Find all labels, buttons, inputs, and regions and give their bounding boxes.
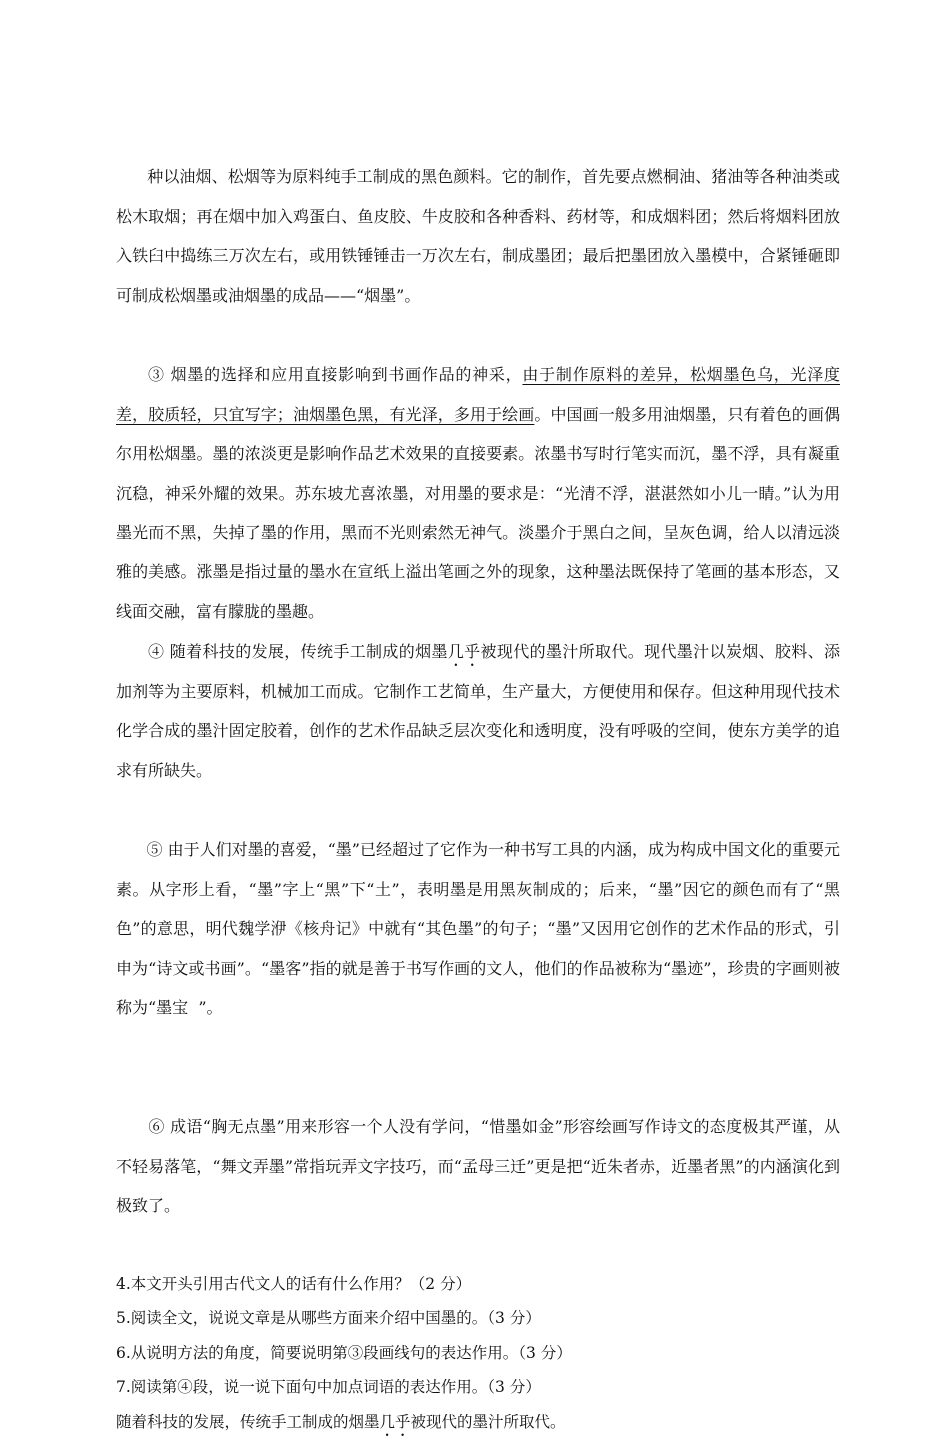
- paragraph-continued: [116, 118, 840, 354]
- question-5: 5.阅读全文，说说文章是从哪些方面来介绍中国墨的。（3 分）: [116, 1309, 541, 1328]
- paragraph-4: [116, 632, 840, 790]
- dotted-word: 几乎: [447, 642, 481, 662]
- paragraph-4-suffix: 被现代的墨汁所取代。现代墨汁以炭烟、胶料、添加剂等为主要原料，机械加工而成。它制作工艺简单，生产量大，方便使用和保存。但这种用现代技术化学合成的墨汁固定胶着，创作的艺术作品缺乏层次变化和透明度，没有呼吸的空间，使东方美学的追求有所缺失。: [116, 642, 840, 780]
- paragraph-6: [116, 1068, 840, 1265]
- question-4: 4.本文开头引用古代文人的话有什么作用？（2 分）: [116, 1274, 472, 1293]
- quote-prefix: 随着科技的发展，传统手工制成的烟墨: [116, 1412, 380, 1431]
- quote-dotted-word: 几乎: [379, 1412, 411, 1431]
- quote-suffix: 被现代的墨汁所取代。: [410, 1412, 566, 1431]
- question-list: [116, 1267, 840, 1440]
- underlined-sentence: 由于制作原料的差异，松烟墨色乌，光泽度差，胶质轻，只宜写字；油烟墨色黑，有光泽，多用于绘画: [116, 365, 840, 424]
- paragraph-text: 种以油烟、松烟等为原料纯手工制成的黑色颜料。它的制作，首先要点燃桐油、猪油等各种油类或松木取烟；再在烟中加入鸡蛋白、鱼皮胶、牛皮胶和各种香料、药材等，和成烟料团；然后将烟料团放入铁臼中捣练三万次左右，或用铁锤锤击一万次左右，制成墨团；最后把墨团放入墨模中，合紧锤砸即可制成松烟墨或油烟墨的成品——“烟墨”。: [116, 167, 840, 305]
- paragraph-5: [116, 791, 840, 1067]
- question-6: 6.从说明方法的角度，简要说明第③段画线句的表达作用。（3 分）: [116, 1343, 572, 1362]
- paragraph-3-suffix: 。中国画一般多用油烟墨，只有着色的画偶尔用松烟墨。墨的浓淡更是影响作品艺术效果的直接要素。浓墨书写时行笔实而沉，墨不浮，具有凝重沉稳，神采外耀的效果。苏东坡尤喜浓墨，对用墨的要求是：“光清不浮，湛湛然如小儿一睛。”认为用墨光而不黑，失掉了墨的作用，黑而不光则索然无神气。淡墨介于黑白之间，呈灰色调，给人以清远淡雅的美感。涨墨是指过量的墨水在宣纸上溢出笔画之外的现象，这种墨法既保持了笔画的基本形态，又线面交融，富有朦胧的墨趣。: [116, 404, 840, 621]
- paragraph-3-prefix: ③ 烟墨的选择和应用直接影响到书画作品的神采，: [148, 365, 523, 385]
- paragraph-5-text: ⑤ 由于人们对墨的喜爱，“墨”已经超过了它作为一种书写工具的内涵，成为构成中国文化的重要元素。从字形上看，“墨”字上“黑”下“土”，表明墨是用黑灰制成的；后来，“墨”因它的颜色而有了“黑色”的意思，明代魏学洢《核舟记》中就有“其色墨”的句子；“墨”又因用它创作的艺术作品的形式，引申为“诗文或书画”。“墨客”指的就是善于书写作画的文人，他们的作品被称为“墨迹”，珍贵的字画则被称为“墨宝 ”。: [116, 840, 841, 1017]
- paragraph-6-text: ⑥ 成语“胸无点墨”用来形容一个人没有学问，“惜墨如金”形容绘画写作诗文的态度极其严谨，从不轻易落笔，“舞文弄墨”常指玩弄文字技巧，而“孟母三迁”更是把“近朱者赤，近墨者黑”的内涵演化到极致了。: [116, 1117, 841, 1215]
- article-body: [116, 118, 840, 1440]
- question-7: 7.阅读第④段，说一说下面句中加点词语的表达作用。（3 分）: [116, 1378, 541, 1397]
- quoted-sentence: [116, 1405, 840, 1440]
- paragraph-4-prefix: ④ 随着科技的发展，传统手工制成的烟墨: [148, 642, 448, 662]
- paragraph-3: [116, 355, 840, 631]
